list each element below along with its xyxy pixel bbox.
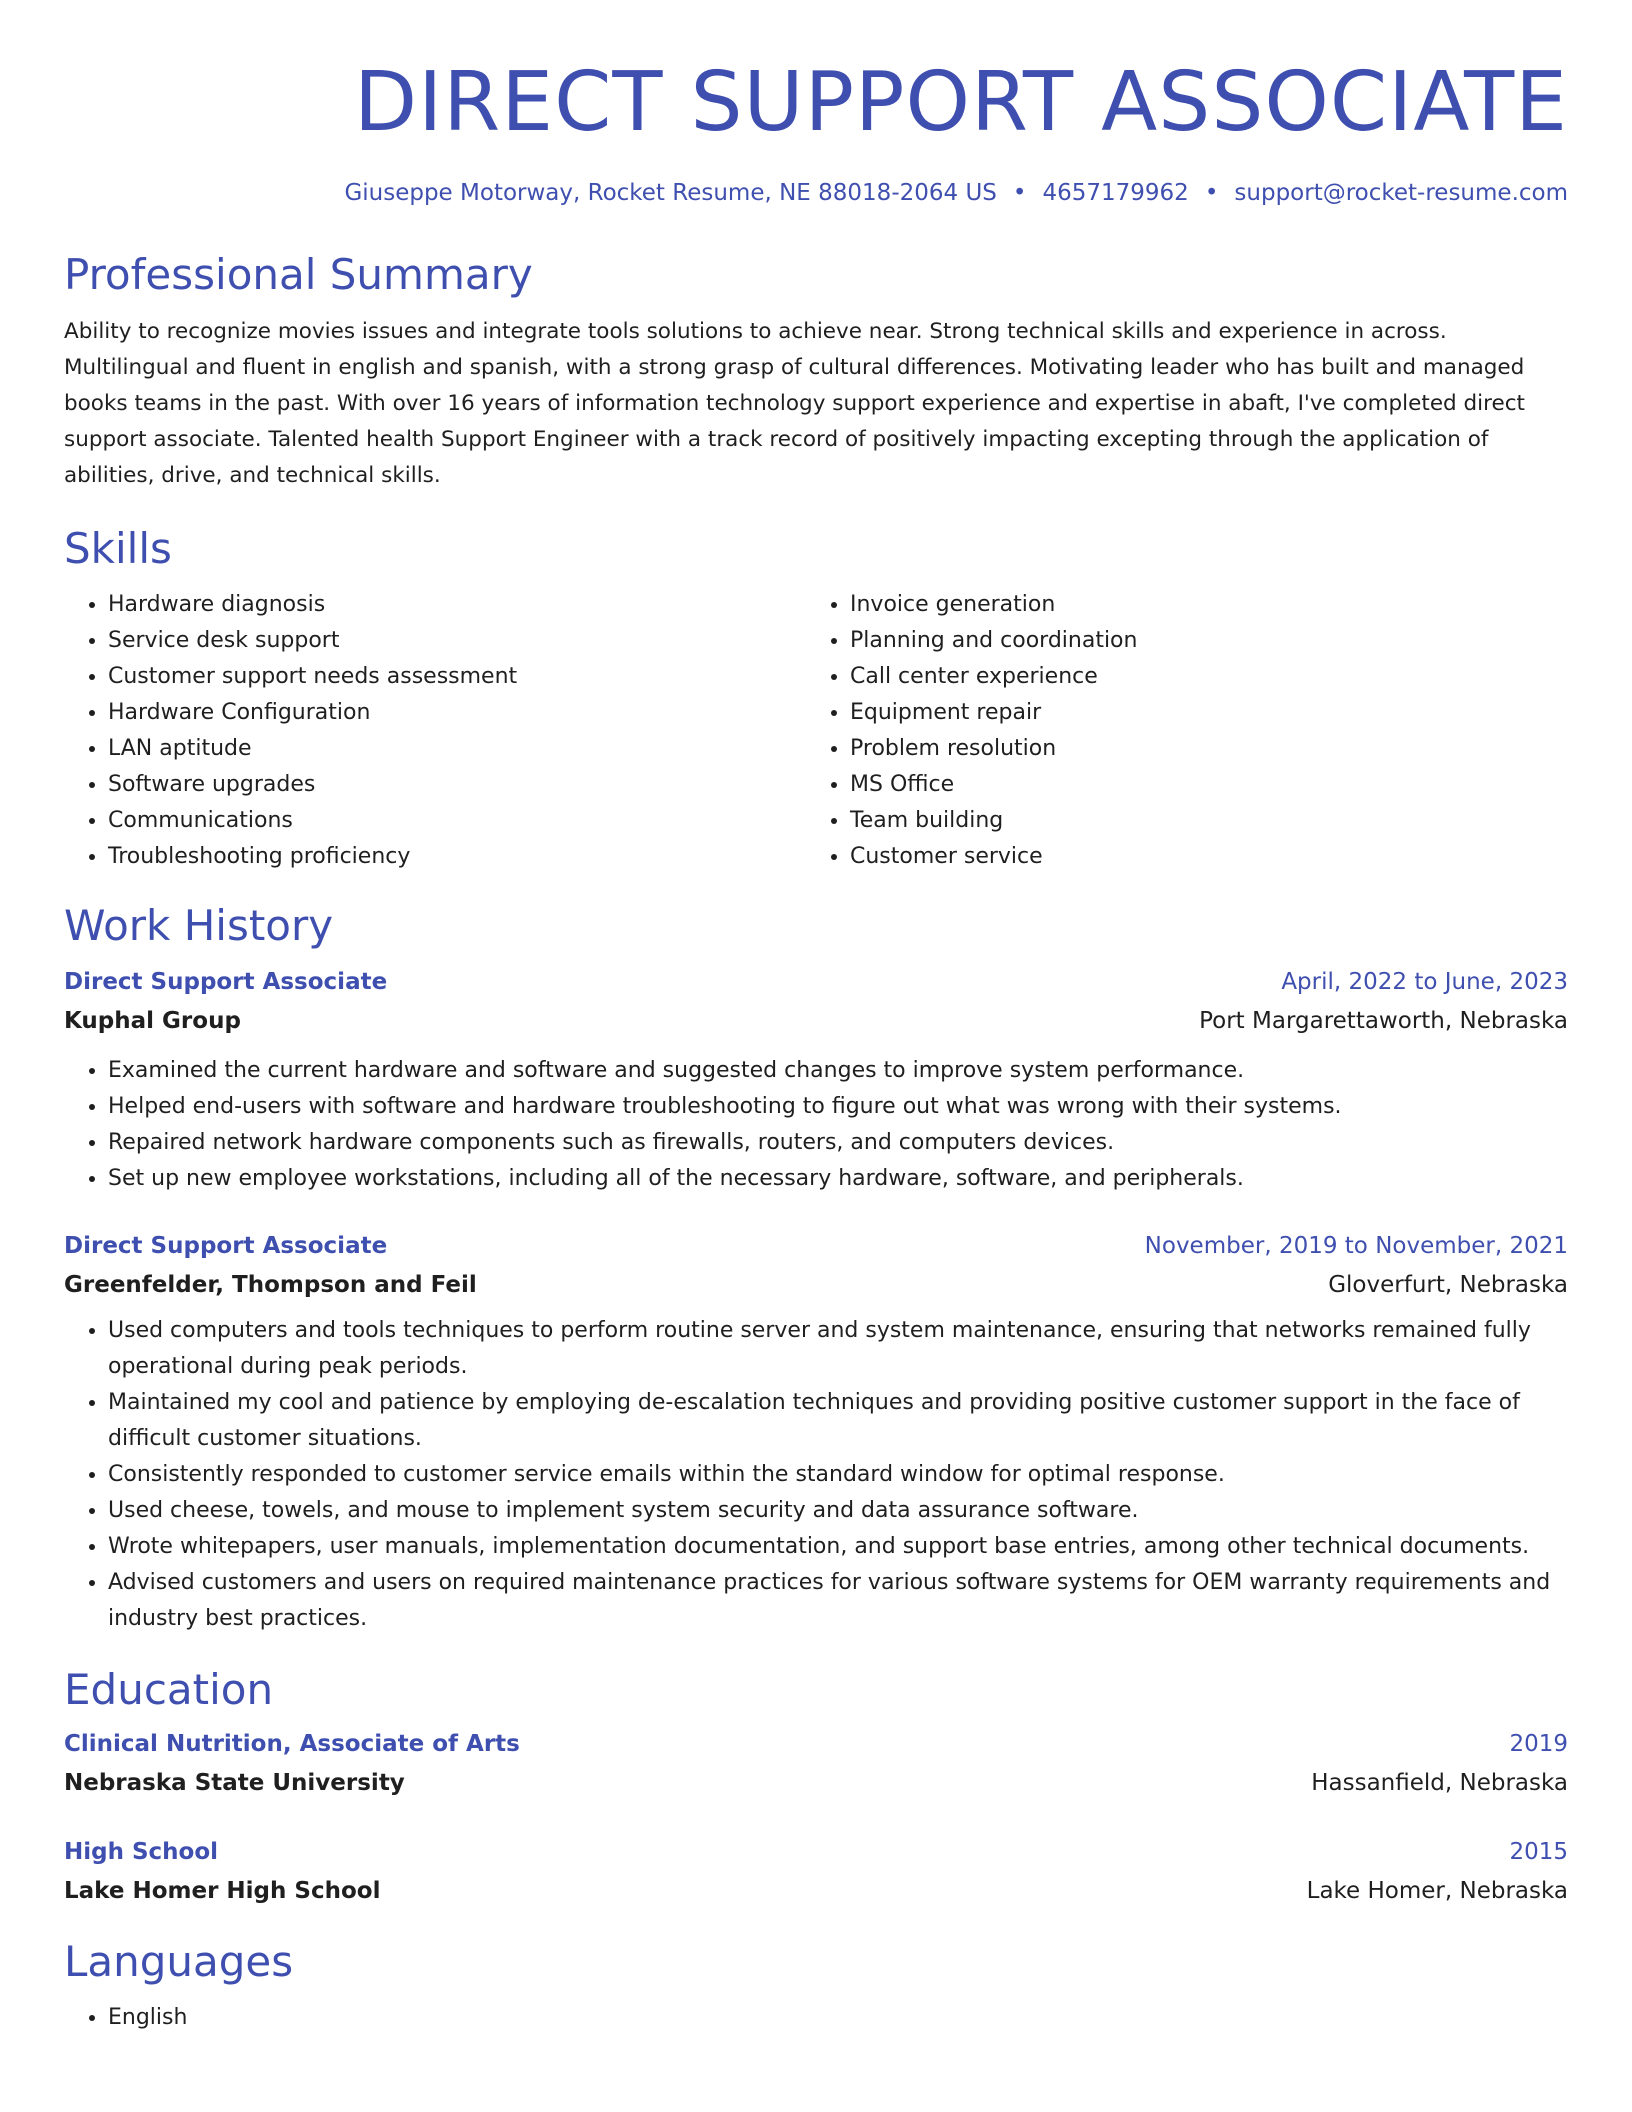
skills-heading: Skills <box>64 524 172 574</box>
job-duty: • Set up new employee workstations, including all of the necessary hardware, software, and peripherals. <box>108 1161 1568 1197</box>
job-duty: • Wrote whitepapers, user manuals, implementation documentation, and support base entries, among other technical documents. <box>108 1529 1568 1565</box>
job-duty: • Consistently responded to customer service emails within the standard window for optimal response. <box>108 1457 1568 1493</box>
school-name: Nebraska State University <box>64 1770 405 1797</box>
skill-item: • Service desk support <box>108 623 806 659</box>
job-location: Gloverfurt, Nebraska <box>1328 1272 1568 1299</box>
job-entry <box>64 1227 1568 1637</box>
education-subheader <box>64 1871 1568 1911</box>
job-header <box>64 963 1568 1001</box>
education-heading: Education <box>64 1665 274 1715</box>
languages-heading: Languages <box>64 1937 294 1987</box>
skills-column-left <box>64 587 806 875</box>
skill-item: • Communications <box>108 803 806 839</box>
phone: 4657179962 <box>1042 180 1189 207</box>
address: Giuseppe Motorway, Rocket Resume, NE 88018-2064 US <box>344 180 997 207</box>
skill-item: • Hardware Configuration <box>108 695 806 731</box>
job-subheader <box>64 1265 1568 1305</box>
job-subheader <box>64 1001 1568 1041</box>
education-subheader <box>64 1763 1568 1803</box>
skill-item: • LAN aptitude <box>108 731 806 767</box>
education-header <box>64 1725 1568 1763</box>
graduation-year: 2019 <box>1509 1731 1568 1758</box>
skill-item: • Customer service <box>850 839 1548 875</box>
skill-item: • Invoice generation <box>850 587 1548 623</box>
education-header <box>64 1833 1568 1871</box>
work-heading: Work History <box>64 900 334 950</box>
job-duty: • Repaired network hardware components such as firewalls, routers, and computers devices. <box>108 1125 1568 1161</box>
school-location: Lake Homer, Nebraska <box>1306 1878 1568 1905</box>
job-duties <box>64 1053 1568 1197</box>
degree: High School <box>64 1839 219 1866</box>
school-name: Lake Homer High School <box>64 1878 381 1905</box>
job-company: Kuphal Group <box>64 1008 241 1035</box>
email-link[interactable]: support@rocket-resume.com <box>1234 180 1568 207</box>
skill-item: • Software upgrades <box>108 767 806 803</box>
job-duty: • Helped end-users with software and hardware troubleshooting to figure out what was wrong with their systems. <box>108 1089 1568 1125</box>
job-duties <box>64 1313 1568 1637</box>
education-entry <box>64 1833 1568 1911</box>
job-duty: • Maintained my cool and patience by employing de-escalation techniques and providing positive customer support in the face of difficult customer situations. <box>108 1385 1568 1457</box>
job-dates: November, 2019 to November, 2021 <box>1144 1233 1568 1260</box>
job-location: Port Margarettaworth, Nebraska <box>1199 1008 1568 1035</box>
separator-dot: • <box>1012 180 1027 207</box>
education-entry <box>64 1725 1568 1803</box>
summary-text: Ability to recognize movies issues and integrate tools solutions to achieve near. Strong technical skills and experience in across. Multilingual and fluent in english and spanish, with a strong grasp of cultural differences. Motivating leader who has built and managed books teams in the past. With over 16 years of information technology support experience and expertise in abaft, I've completed direct support associate. Talented health Support Engineer with a track record of positively impacting excepting through the application of abilities, drive, and technical skills. <box>64 319 1525 489</box>
job-dates: April, 2022 to June, 2023 <box>1281 969 1568 996</box>
job-duty: • Advised customers and users on required maintenance practices for various software systems for OEM warranty requirements and industry best practices. <box>108 1565 1568 1637</box>
skill-item: • Troubleshooting proficiency <box>108 839 806 875</box>
job-duty: • Used cheese, towels, and mouse to implement system security and data assurance software. <box>108 1493 1568 1529</box>
skill-item: • Hardware diagnosis <box>108 587 806 623</box>
skill-item: • Equipment repair <box>850 695 1548 731</box>
skills-column-right <box>806 587 1548 875</box>
skills-list <box>64 587 1568 875</box>
job-role: Direct Support Associate <box>64 969 388 996</box>
graduation-year: 2015 <box>1509 1839 1568 1866</box>
job-duty: • Examined the current hardware and software and suggested changes to improve system performance. <box>108 1053 1568 1089</box>
school-location: Hassanfield, Nebraska <box>1311 1770 1568 1797</box>
languages-list <box>64 2000 1568 2036</box>
job-entry <box>64 963 1568 1197</box>
resume-title: DIRECT SUPPORT ASSOCIATE <box>353 55 1568 150</box>
skill-item: • Planning and coordination <box>850 623 1548 659</box>
skill-item: • Team building <box>850 803 1548 839</box>
job-header <box>64 1227 1568 1265</box>
skill-item: • Call center experience <box>850 659 1548 695</box>
contact-line <box>64 180 1568 208</box>
degree: Clinical Nutrition, Associate of Arts <box>64 1731 520 1758</box>
job-company: Greenfelder, Thompson and Feil <box>64 1272 477 1299</box>
skill-item: • MS Office <box>850 767 1548 803</box>
summary-heading: Professional Summary <box>64 249 533 299</box>
job-role: Direct Support Associate <box>64 1233 388 1260</box>
skill-item: • Problem resolution <box>850 731 1548 767</box>
skill-item: • Customer support needs assessment <box>108 659 806 695</box>
language-item: • English <box>108 2000 1568 2036</box>
separator-dot: • <box>1204 180 1219 207</box>
job-duty: • Used computers and tools techniques to perform routine server and system maintenance, ensuring that networks remained fully operational during peak periods. <box>108 1313 1568 1385</box>
